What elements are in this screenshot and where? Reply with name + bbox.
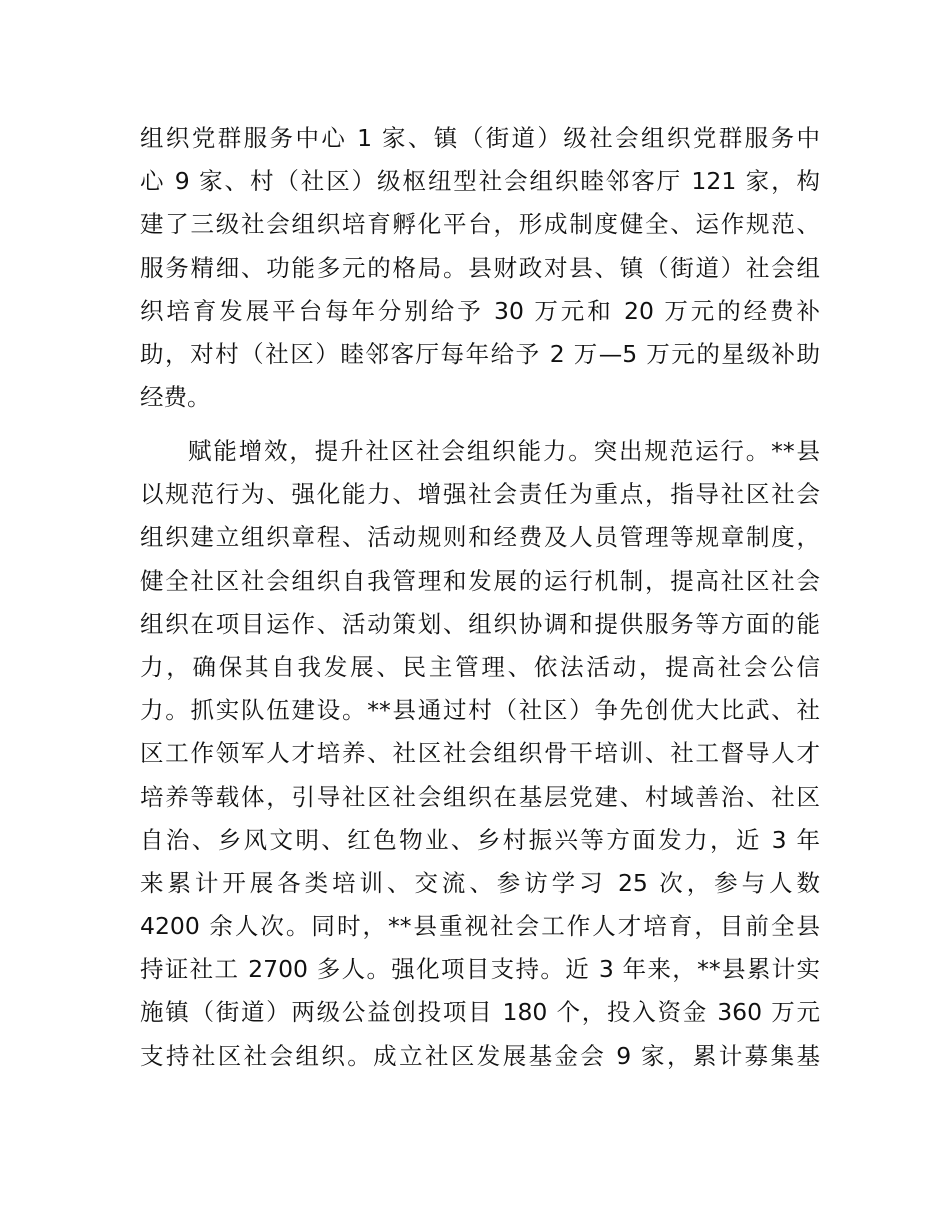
text-line: 组织建立组织章程、活动规则和经费及人员管理等规章制度，	[140, 523, 820, 552]
text-line: 施镇（街道）两级公益创投项目 180 个，投入资金 360 万元	[140, 998, 820, 1027]
paragraph-2	[140, 430, 820, 1078]
text-line: 心 9 家、村（社区）级枢纽型社会组织睦邻客厅 121 家，构	[140, 167, 820, 196]
text-line: 经费。	[140, 383, 211, 412]
text-line: 组织在项目运作、活动策划、组织协调和提供服务等方面的能	[140, 609, 820, 638]
paragraph-1	[140, 117, 820, 419]
text-line: 织培育发展平台每年分别给予 30 万元和 20 万元的经费补	[140, 296, 820, 325]
text-line: 建了三级社会组织培育孵化平台，形成制度健全、运作规范、	[140, 210, 820, 239]
text-line: 支持社区社会组织。成立社区发展基金会 9 家，累计募集基	[140, 1041, 820, 1070]
text-line: 健全社区社会组织自我管理和发展的运行机制，提高社区社会	[140, 566, 820, 595]
text-line: 自治、乡风文明、红色物业、乡村振兴等方面发力，近 3 年	[140, 825, 820, 854]
text-line: 服务精细、功能多元的格局。县财政对县、镇（街道）社会组	[140, 253, 820, 282]
text-line: 力。抓实队伍建设。**县通过村（社区）争先创优大比武、社	[140, 696, 820, 725]
text-line: 区工作领军人才培养、社区社会组织骨干培训、社工督导人才	[140, 739, 820, 768]
text-line: 以规范行为、强化能力、增强社会责任为重点，指导社区社会	[140, 480, 820, 509]
text-line: 组织党群服务中心 1 家、镇（街道）级社会组织党群服务中	[140, 124, 820, 152]
text-line: 持证社工 2700 多人。强化项目支持。近 3 年来，**县累计实	[140, 955, 820, 984]
text-line: 培养等载体，引导社区社会组织在基层党建、村域善治、社区	[140, 782, 820, 811]
text-line: 4200 余人次。同时，**县重视社会工作人才培育，目前全县	[140, 912, 820, 941]
text-line: 助，对村（社区）睦邻客厅每年给予 2 万—5 万元的星级补助	[140, 339, 820, 368]
text-line: 来累计开展各类培训、交流、参访学习 25 次，参与人数	[140, 868, 820, 897]
text-line: 力，确保其自我发展、民主管理、依法活动，提高社会公信	[140, 652, 820, 681]
text-line: 赋能增效，提升社区社会组织能力。突出规范运行。**县	[188, 437, 820, 465]
